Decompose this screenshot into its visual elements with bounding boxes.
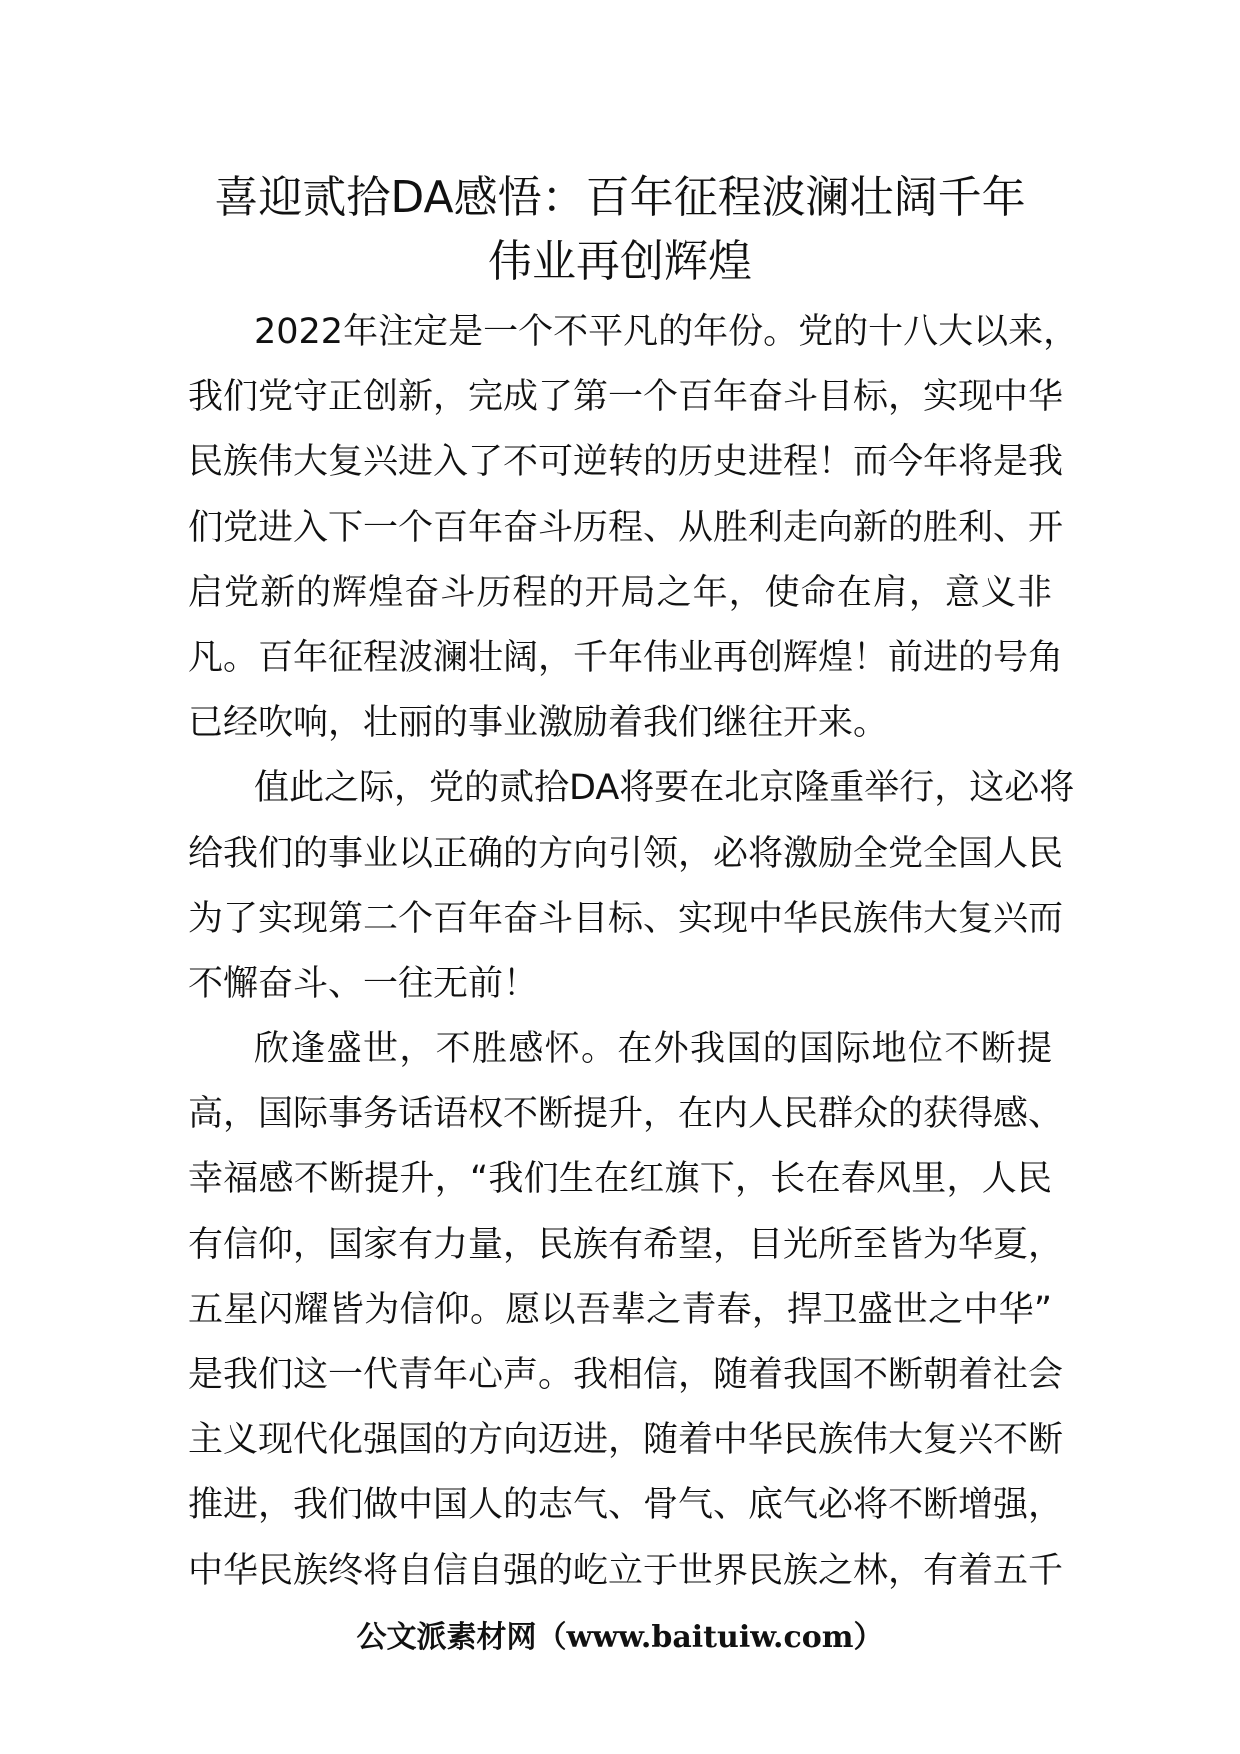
paragraph-line: 已经吹响，壮丽的事业激励着我们继往开来。 bbox=[188, 703, 889, 744]
paragraph-line: 2022年注定是一个不平凡的年份。党的十八大以来， bbox=[254, 312, 1079, 352]
paragraph-line: 五星闪耀皆为信仰。愿以吾辈之青春，捍卫盛世之中华” bbox=[188, 1289, 1052, 1330]
paragraph-line: 启党新的辉煌奋斗历程的开局之年，使命在肩，意义非 bbox=[188, 572, 1052, 613]
document-title bbox=[188, 166, 1052, 294]
paragraph-line: 我们党守正创新，完成了第一个百年奋斗目标，实现中华 bbox=[188, 377, 1064, 418]
paragraph-line: 高，国际事务话语权不断提升，在内人民群众的获得感、 bbox=[188, 1094, 1064, 1135]
paragraph-line: 给我们的事业以正确的方向引领，必将激励全党全国人民 bbox=[188, 833, 1064, 874]
paragraph-line: 是我们这一代青年心声。我相信，随着我国不断朝着社会 bbox=[188, 1355, 1064, 1395]
paragraph-line: 推进，我们做中国人的志气、骨气、底气必将不断增强， bbox=[188, 1485, 1064, 1526]
paragraph-line: 民族伟大复兴进入了不可逆转的历史进程！而今年将是我 bbox=[188, 442, 1064, 483]
title-line-2: 伟业再创辉煌 bbox=[488, 236, 752, 287]
paragraph-line: 们党进入下一个百年奋斗历程、从胜利走向新的胜利、开 bbox=[188, 507, 1064, 548]
paragraph-line: 有信仰，国家有力量，民族有希望，目光所至皆为华夏， bbox=[188, 1224, 1064, 1265]
footer-source: 公文派素材网（www.baituiw.com） bbox=[356, 1620, 884, 1655]
paragraph-line: 欣逢盛世，不胜感怀。在外我国的国际地位不断提 bbox=[254, 1029, 1052, 1070]
paragraph bbox=[188, 756, 1075, 1017]
paragraph-line: 值此之际，党的贰拾DA将要在北京隆重举行，这必将 bbox=[254, 768, 1075, 809]
paragraph-line: 主义现代化强国的方向迈进，随着中华民族伟大复兴不断 bbox=[188, 1420, 1064, 1461]
document-body bbox=[188, 300, 1079, 1604]
title-line-1: 喜迎贰拾DA感悟：百年征程波澜壮阔千年 bbox=[214, 172, 1026, 223]
paragraph-line: 幸福感不断提升，“我们生在红旗下，长在春风里，人民 bbox=[188, 1159, 1052, 1200]
paragraph-line: 中华民族终将自信自强的屹立于世界民族之林，有着五千 bbox=[188, 1550, 1064, 1591]
paragraph bbox=[188, 1017, 1064, 1604]
paragraph-line: 为了实现第二个百年奋斗目标、实现中华民族伟大复兴而 bbox=[188, 898, 1064, 939]
paragraph bbox=[188, 300, 1079, 756]
paragraph-line: 凡。百年征程波澜壮阔，千年伟业再创辉煌！前进的号角 bbox=[188, 637, 1064, 678]
paragraph-line: 不懈奋斗、一往无前！ bbox=[188, 963, 539, 1004]
